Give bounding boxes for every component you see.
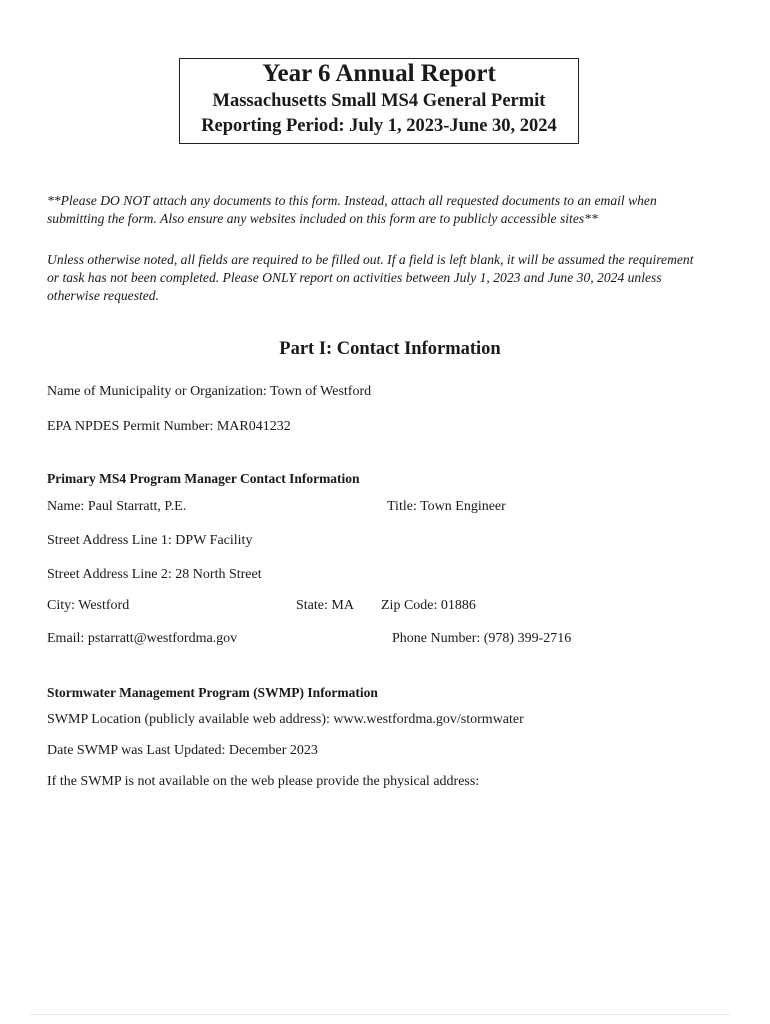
report-header-box: [179, 58, 579, 144]
address-line1-field: Street Address Line 1: DPW Facility: [47, 533, 253, 548]
contact-heading: Primary MS4 Program Manager Contact Information: [47, 471, 360, 486]
scan-edge-line: [30, 1014, 730, 1015]
municipality-field: Name of Municipality or Organization: Town of Westford: [47, 384, 372, 399]
email-field: Email: pstarratt@westfordma.gov: [47, 631, 238, 646]
required-fields-notice: Unless otherwise noted, all fields are required to be filled out. If a field is left blank, it will be assumed the requirement or task has not been completed. Please ONLY report on activities between July 1, 2023 and June 30, 2024 unless otherwise requested.: [47, 252, 694, 303]
phone-field: Phone Number: (978) 399-2716: [392, 631, 572, 646]
permit-number-field: EPA NPDES Permit Number: MAR041232: [47, 419, 291, 434]
swmp-physical-address-field: If the SWMP is not available on the web please provide the physical address:: [47, 774, 480, 789]
title-field: Title: Town Engineer: [387, 499, 506, 514]
report-title: Year 6 Annual Report: [262, 60, 496, 87]
report-subtitle: Massachusetts Small MS4 General Permit: [212, 91, 546, 111]
name-field: Name: Paul Starratt, P.E.: [47, 499, 187, 514]
swmp-heading: Stormwater Management Program (SWMP) Information: [47, 685, 378, 700]
section-title-part1: Part I: Contact Information: [279, 339, 501, 359]
swmp-updated-field: Date SWMP was Last Updated: December 2023: [47, 743, 318, 758]
swmp-location-field: SWMP Location (publicly available web address): www.westfordma.gov/stormwater: [47, 712, 524, 727]
zip-field: Zip Code: 01886: [381, 598, 476, 613]
attachment-notice: **Please DO NOT attach any documents to this form. Instead, attach all requested documents to an email when submitting the form. Also ensure any websites included on this form are to publicly accessible sites**: [47, 193, 657, 226]
reporting-period: Reporting Period: July 1, 2023-June 30, 2024: [201, 116, 557, 136]
city-field: City: Westford: [47, 598, 130, 613]
address-line2-field: Street Address Line 2: 28 North Street: [47, 567, 262, 582]
state-field: State: MA: [296, 598, 354, 613]
